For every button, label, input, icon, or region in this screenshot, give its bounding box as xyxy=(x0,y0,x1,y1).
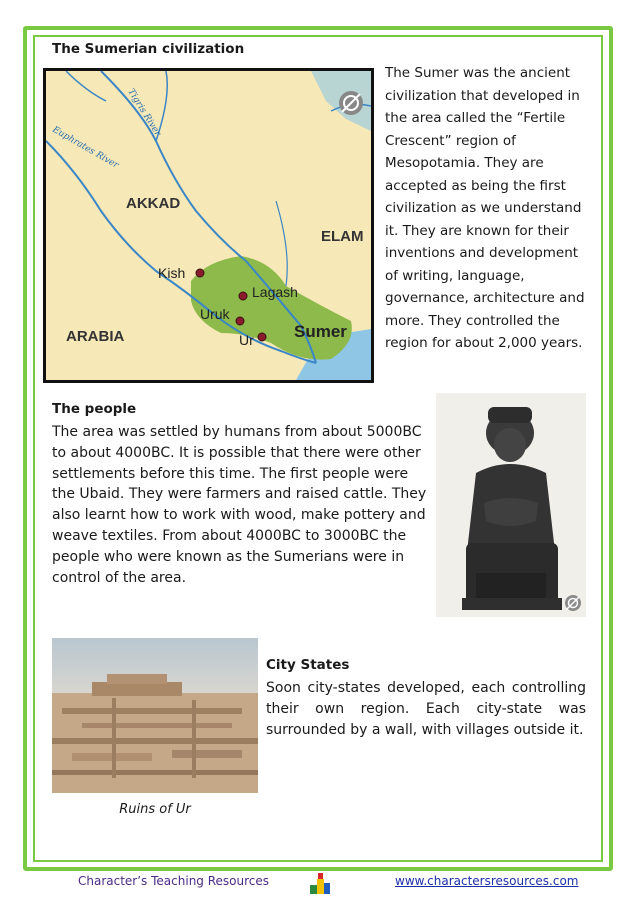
city-states-heading: City States xyxy=(266,657,350,673)
intro-paragraph: The Sumer was the ancient civilization that developed in the area called the “Fertile Crescent” region of Mesopotamia. They are accepted as being the first civilization as we understand it. They are known for their inventions and development of writing, language, governance, architecture and more. They controlled the region for about 2,000 years. xyxy=(385,65,585,351)
people-paragraph: The area was settled by humans from about 5000BC to about 4000BC. It is possible that there were other settlements before this time. The first people were the Ubaid. They were farmers and raised cattle. They also learnt how to work with wood, make pottery and weave textiles. From about 4000BC to 3000BC the people who were known as the Sumerians were in control of the area. xyxy=(52,424,427,586)
uruk-dot xyxy=(236,317,244,325)
page-title: The Sumerian civilization xyxy=(52,41,245,57)
lagash-label: Lagash xyxy=(252,284,298,300)
akkad-label: AKKAD xyxy=(126,195,181,212)
ruins-caption: Ruins of Ur xyxy=(119,802,191,817)
lagash-dot xyxy=(239,292,247,300)
euphrates-label: Euphrates River xyxy=(50,124,120,171)
blocks-logo-icon xyxy=(309,873,331,895)
people-heading: The people xyxy=(52,401,137,417)
arabia-label: ARABIA xyxy=(66,328,125,345)
statue-photo xyxy=(436,393,586,617)
ur-dot xyxy=(258,333,266,341)
kish-dot xyxy=(196,269,204,277)
footer-publisher: Character’s Teaching Resources xyxy=(78,874,270,888)
footer-website-link[interactable]: www.charactersresources.com xyxy=(395,874,579,888)
elam-label: ELAM xyxy=(321,228,364,245)
kish-label: Kish xyxy=(158,265,186,281)
ur-label: Ur xyxy=(239,332,254,348)
sumer-map xyxy=(43,68,374,383)
uruk-label: Uruk xyxy=(200,306,230,322)
tigris-label: Tigris River xyxy=(125,87,163,139)
city-states-paragraph: Soon city-states developed, each controlling their own region. Each city-state was surrounded by a wall, with villages outside it. xyxy=(266,680,586,738)
ruins-photo xyxy=(52,638,258,793)
sumer-label: Sumer xyxy=(294,322,347,341)
